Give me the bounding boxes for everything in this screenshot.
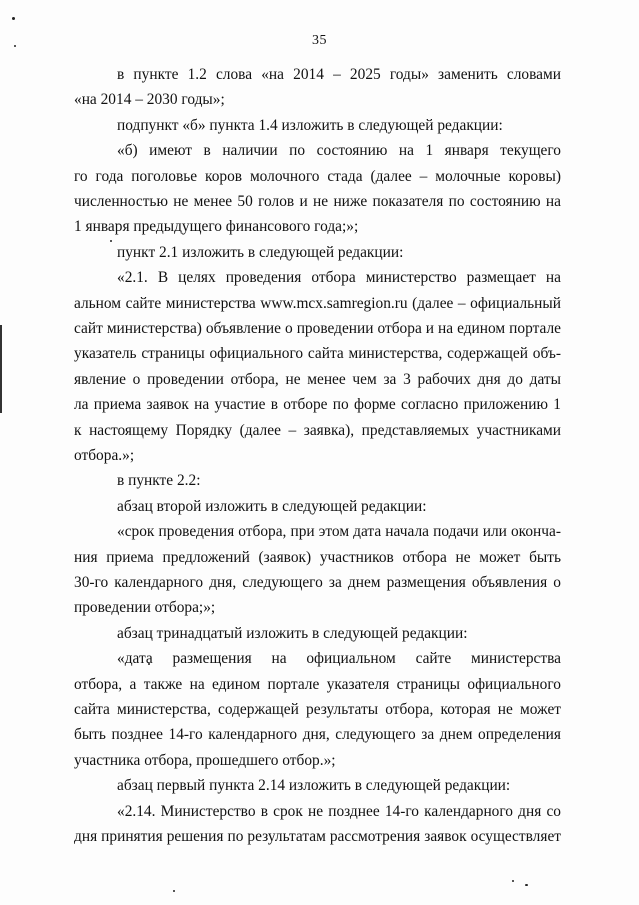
text-line: численностью не менее 50 голов и не ниже показателя по состоянию на [74,192,561,210]
text-line: 30-го календарного дня, следующего за днем размещения объявления о [74,573,561,591]
text-line: ла приема заявок на участие в отборе по форме согласно приложению 1 [74,396,561,414]
paragraph [74,519,561,621]
paragraph [74,468,561,493]
paragraph [74,621,561,646]
scan-speck [173,890,175,892]
text-line: дня принятия решения по результатам рассмотрения заявок осуществляет [74,827,561,845]
text-line: 1 января предыдущего финансового года;»; [74,218,359,236]
text-line: абзац тринадцатый изложить в следующей редакции: [117,624,468,642]
paragraph [74,62,561,113]
scan-speck [525,884,528,886]
text-line: пункт 2.1 изложить в следующей редакции: [117,243,404,261]
text-line: «2.14. Министерство в срок не позднее 14-го календарного дня со [117,802,561,820]
scan-speck [12,17,15,20]
text-line: «на 2014 – 2030 годы»; [74,91,225,109]
text-line: ния приема предложений (заявок) участников отбора не может быть [74,548,561,566]
paragraph [74,265,561,468]
text-line: явление о проведении отбора, не менее чем за 3 рабочих дня до даты [74,370,561,388]
document-body [74,62,561,849]
text-line: альном сайте министерства www.mcx.samregion.ru (далее – официальный [74,294,561,312]
paragraph [74,113,561,138]
paragraph [74,138,561,240]
text-line: отбора.»; [74,446,135,464]
scan-speck [512,880,514,882]
scan-margin-mark [0,325,2,413]
paragraph [74,646,561,773]
text-line: абзац второй изложить в следующей редакции: [117,497,427,515]
paragraph [74,799,561,850]
text-line: участника отбора, прошедшего отбор.»; [74,751,336,769]
text-line: сайт министерства) объявление о проведении отбора и на едином портале [74,319,561,337]
text-line: «б) имеют в наличии по состоянию на 1 января текущего [117,142,561,160]
text-line: к настоящему Порядку (далее – заявка), представляемых участниками [74,421,561,439]
page-number: 35 [312,33,327,48]
text-line: подпункт «б» пункта 1.4 изложить в следующей редакции: [117,116,503,134]
text-line: «дата размещения на официальном сайте министерства [117,650,561,668]
text-line: «2.1. В целях проведения отбора министерство размещает на [117,269,561,287]
text-line: сайта министерства, содержащей результаты отбора, которая не может [74,700,561,718]
paragraph [74,240,561,265]
text-line: в пункте 2.2: [117,472,201,490]
paragraph [74,494,561,519]
text-line: «срок проведения отбора, при этом дата начала подачи или оконча- [117,523,561,541]
text-line: быть позднее 14-го календарного дня, следующего за днем определения [74,726,561,744]
paragraph [74,773,561,798]
text-line: абзац первый пункта 2.14 изложить в следующей редакции: [117,777,511,795]
text-line: проведении отбора;»; [74,599,216,617]
text-line: го года поголовье коров молочного стада (далее – молочные коровы) [74,167,561,185]
text-line: указатель страницы официального сайта министерства, содержащей объ- [74,345,561,363]
text-line: отбора, а также на едином портале указателя страницы официального [74,675,561,693]
text-line: в пункте 1.2 слова «на 2014 – 2025 годы» заменить словами [117,66,561,83]
